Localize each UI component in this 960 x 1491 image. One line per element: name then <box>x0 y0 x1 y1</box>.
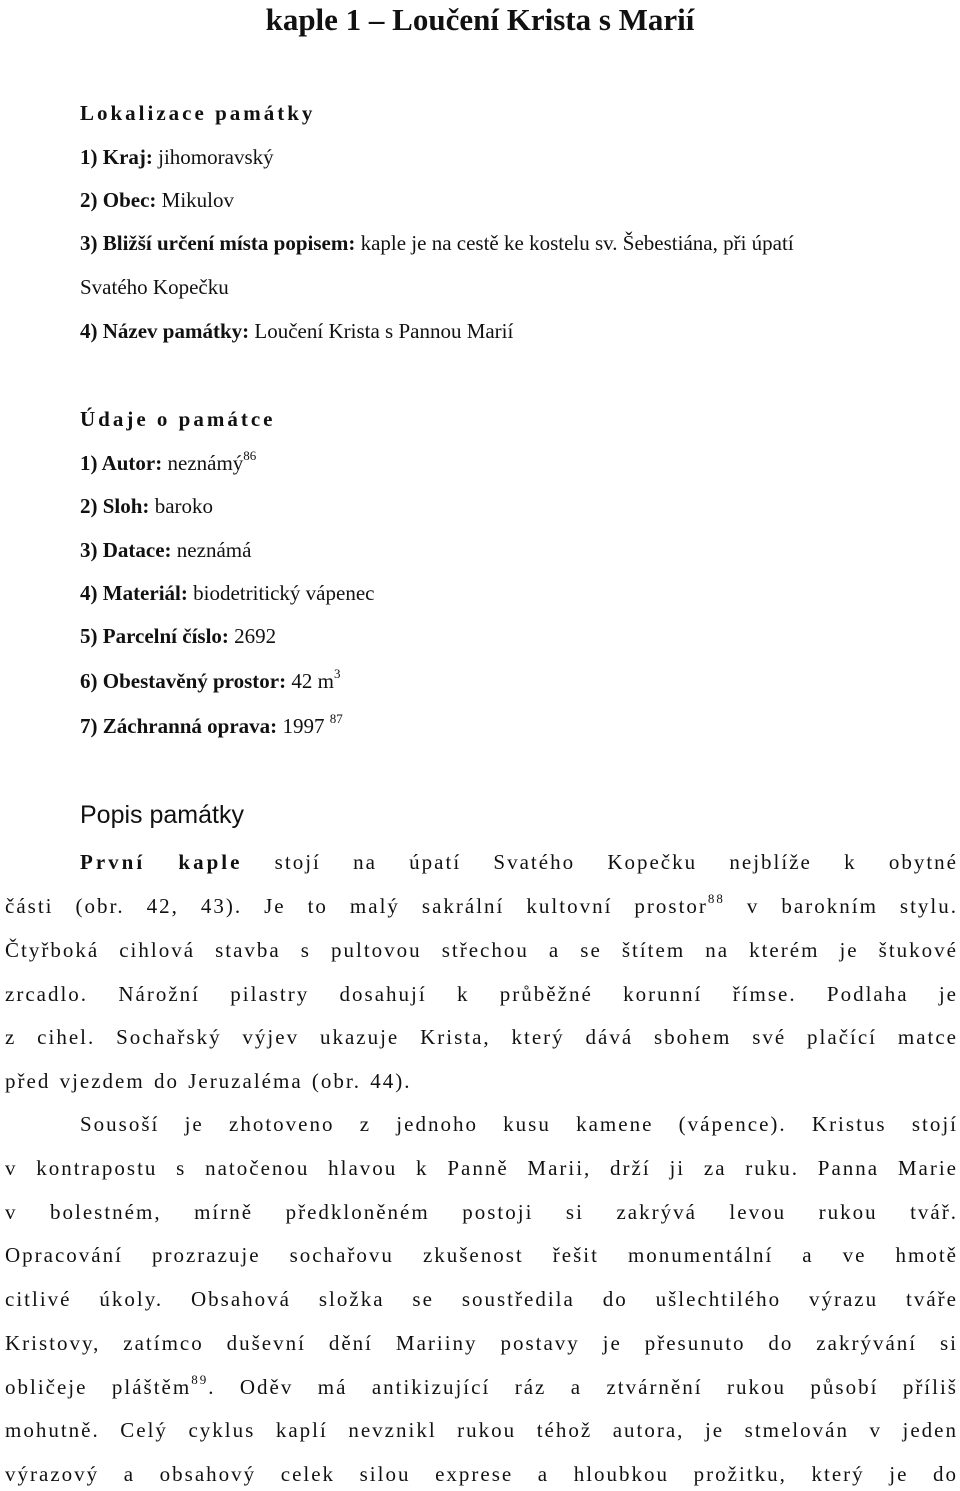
item-value: baroko <box>149 494 214 518</box>
item-value: jihomoravský <box>152 145 274 169</box>
text-run: obličeje pláštěm <box>5 1375 192 1399</box>
paragraph-line: Kristovy, zatímco duševní dění Mariiny postavy je přesunuto do zakrývání si <box>5 1331 958 1355</box>
lead-bold: První kaple <box>80 850 243 874</box>
text-run: v barokním stylu. <box>724 894 959 918</box>
item-value: 42 m <box>286 669 334 693</box>
udaje-item-material <box>80 580 374 606</box>
paragraph-line: Opracování prozrazuje sochařovu zkušenost řešit monumentální a ve hmotě <box>5 1243 958 1267</box>
footnote-ref: 89 <box>191 1372 209 1387</box>
item-value: 1997 <box>277 714 330 738</box>
paragraph-line: Sousoší je zhotoveno z jednoho kusu kamene (vápence). Kristus stojí <box>80 1112 958 1136</box>
item-label: 7) Záchranná oprava: <box>80 714 278 738</box>
lokalizace-item-nazev <box>80 318 513 344</box>
section-heading-lokalizace: Lokalizace památky <box>80 101 316 125</box>
item-label: 6) Obestavěný prostor: <box>80 669 287 693</box>
paragraph-line <box>5 893 958 922</box>
item-label: 4) Materiál: <box>80 581 188 605</box>
section-heading-udaje: Údaje o památce <box>80 407 276 431</box>
item-label: 2) Sloh: <box>80 494 150 518</box>
item-value: neznámá <box>171 538 252 562</box>
text-run: . Oděv má antikizující ráz a ztvárnění rukou působí příliš <box>208 1375 958 1399</box>
paragraph-line: z cihel. Sochařský výjev ukazuje Krista, který dává sbohem své plačící matce <box>5 1025 958 1049</box>
item-value: Mikulov <box>156 188 234 212</box>
item-label: 5) Parcelní číslo: <box>80 624 229 648</box>
item-label: 2) Obec: <box>80 188 157 212</box>
paragraph-line <box>5 1374 958 1403</box>
lokalizace-item-misto <box>80 230 794 256</box>
udaje-item-prostor <box>80 668 340 697</box>
item-label: 4) Název památky: <box>80 319 250 343</box>
udaje-item-autor <box>80 450 256 479</box>
paragraph-line: zrcadlo. Nárožní pilastry dosahují k průběžné korunní římse. Podlaha je <box>5 982 958 1006</box>
item-label: 1) Autor: <box>80 451 163 475</box>
text-run: části (obr. 42, 43). Je to malý sakrální kultovní prostor <box>5 894 708 918</box>
udaje-item-datace <box>80 537 251 563</box>
paragraph-line: před vjezdem do Jeruzaléma (obr. 44). <box>5 1069 412 1093</box>
paragraph-line: v bolestném, mírně předkloněném postoji si zakrývá levou rukou tvář. <box>5 1200 958 1224</box>
item-value: kaple je na cestě ke kostelu sv. Šebestiána, při úpatí <box>355 231 794 255</box>
paragraph-line: Čtyřboká cihlová stavba s pultovou střechou a se štítem na kterém je štukové <box>5 938 958 962</box>
lokalizace-item-misto-cont <box>80 274 229 300</box>
udaje-item-oprava <box>80 713 343 742</box>
lokalizace-item-obec <box>80 187 234 213</box>
paragraph-line: mohutně. Celý cyklus kaplí nevznikl rukou téhož autora, je stmelován v jeden <box>5 1418 958 1442</box>
paragraph-line: v kontrapostu s natočenou hlavou k Panně Marii, drží ji za ruku. Panna Marie <box>5 1156 958 1180</box>
item-value: 2692 <box>228 624 277 648</box>
paragraph-line: výrazový a obsahový celek silou exprese a hloubkou prožitku, který je do <box>5 1462 958 1486</box>
text-run: stojí na úpatí Svatého Kopečku nejblíže k obytné <box>242 850 958 874</box>
udaje-item-parcel <box>80 623 276 649</box>
section-heading-popis: Popis památky <box>80 801 244 829</box>
item-value: Svatého Kopečku <box>80 275 229 299</box>
item-value: neznámý <box>162 451 244 475</box>
item-value: Loučení Krista s Pannou Marií <box>249 319 514 343</box>
footnote-ref: 86 <box>243 448 257 463</box>
item-label: 1) Kraj: <box>80 145 153 169</box>
item-label: 3) Datace: <box>80 538 172 562</box>
superscript: 3 <box>333 666 341 681</box>
item-value: biodetritický vápenec <box>187 581 375 605</box>
footnote-ref: 88 <box>707 891 725 906</box>
udaje-item-sloh <box>80 493 213 519</box>
footnote-ref: 87 <box>329 711 343 726</box>
paragraph-line <box>80 849 958 875</box>
item-label: 3) Bližší určení místa popisem: <box>80 231 356 255</box>
page-title: kaple 1 – Loučení Krista s Marií <box>265 2 695 37</box>
paragraph-line: citlivé úkoly. Obsahová složka se soustředila do ušlechtilého výrazu tváře <box>5 1287 958 1311</box>
lokalizace-item-kraj <box>80 144 274 170</box>
